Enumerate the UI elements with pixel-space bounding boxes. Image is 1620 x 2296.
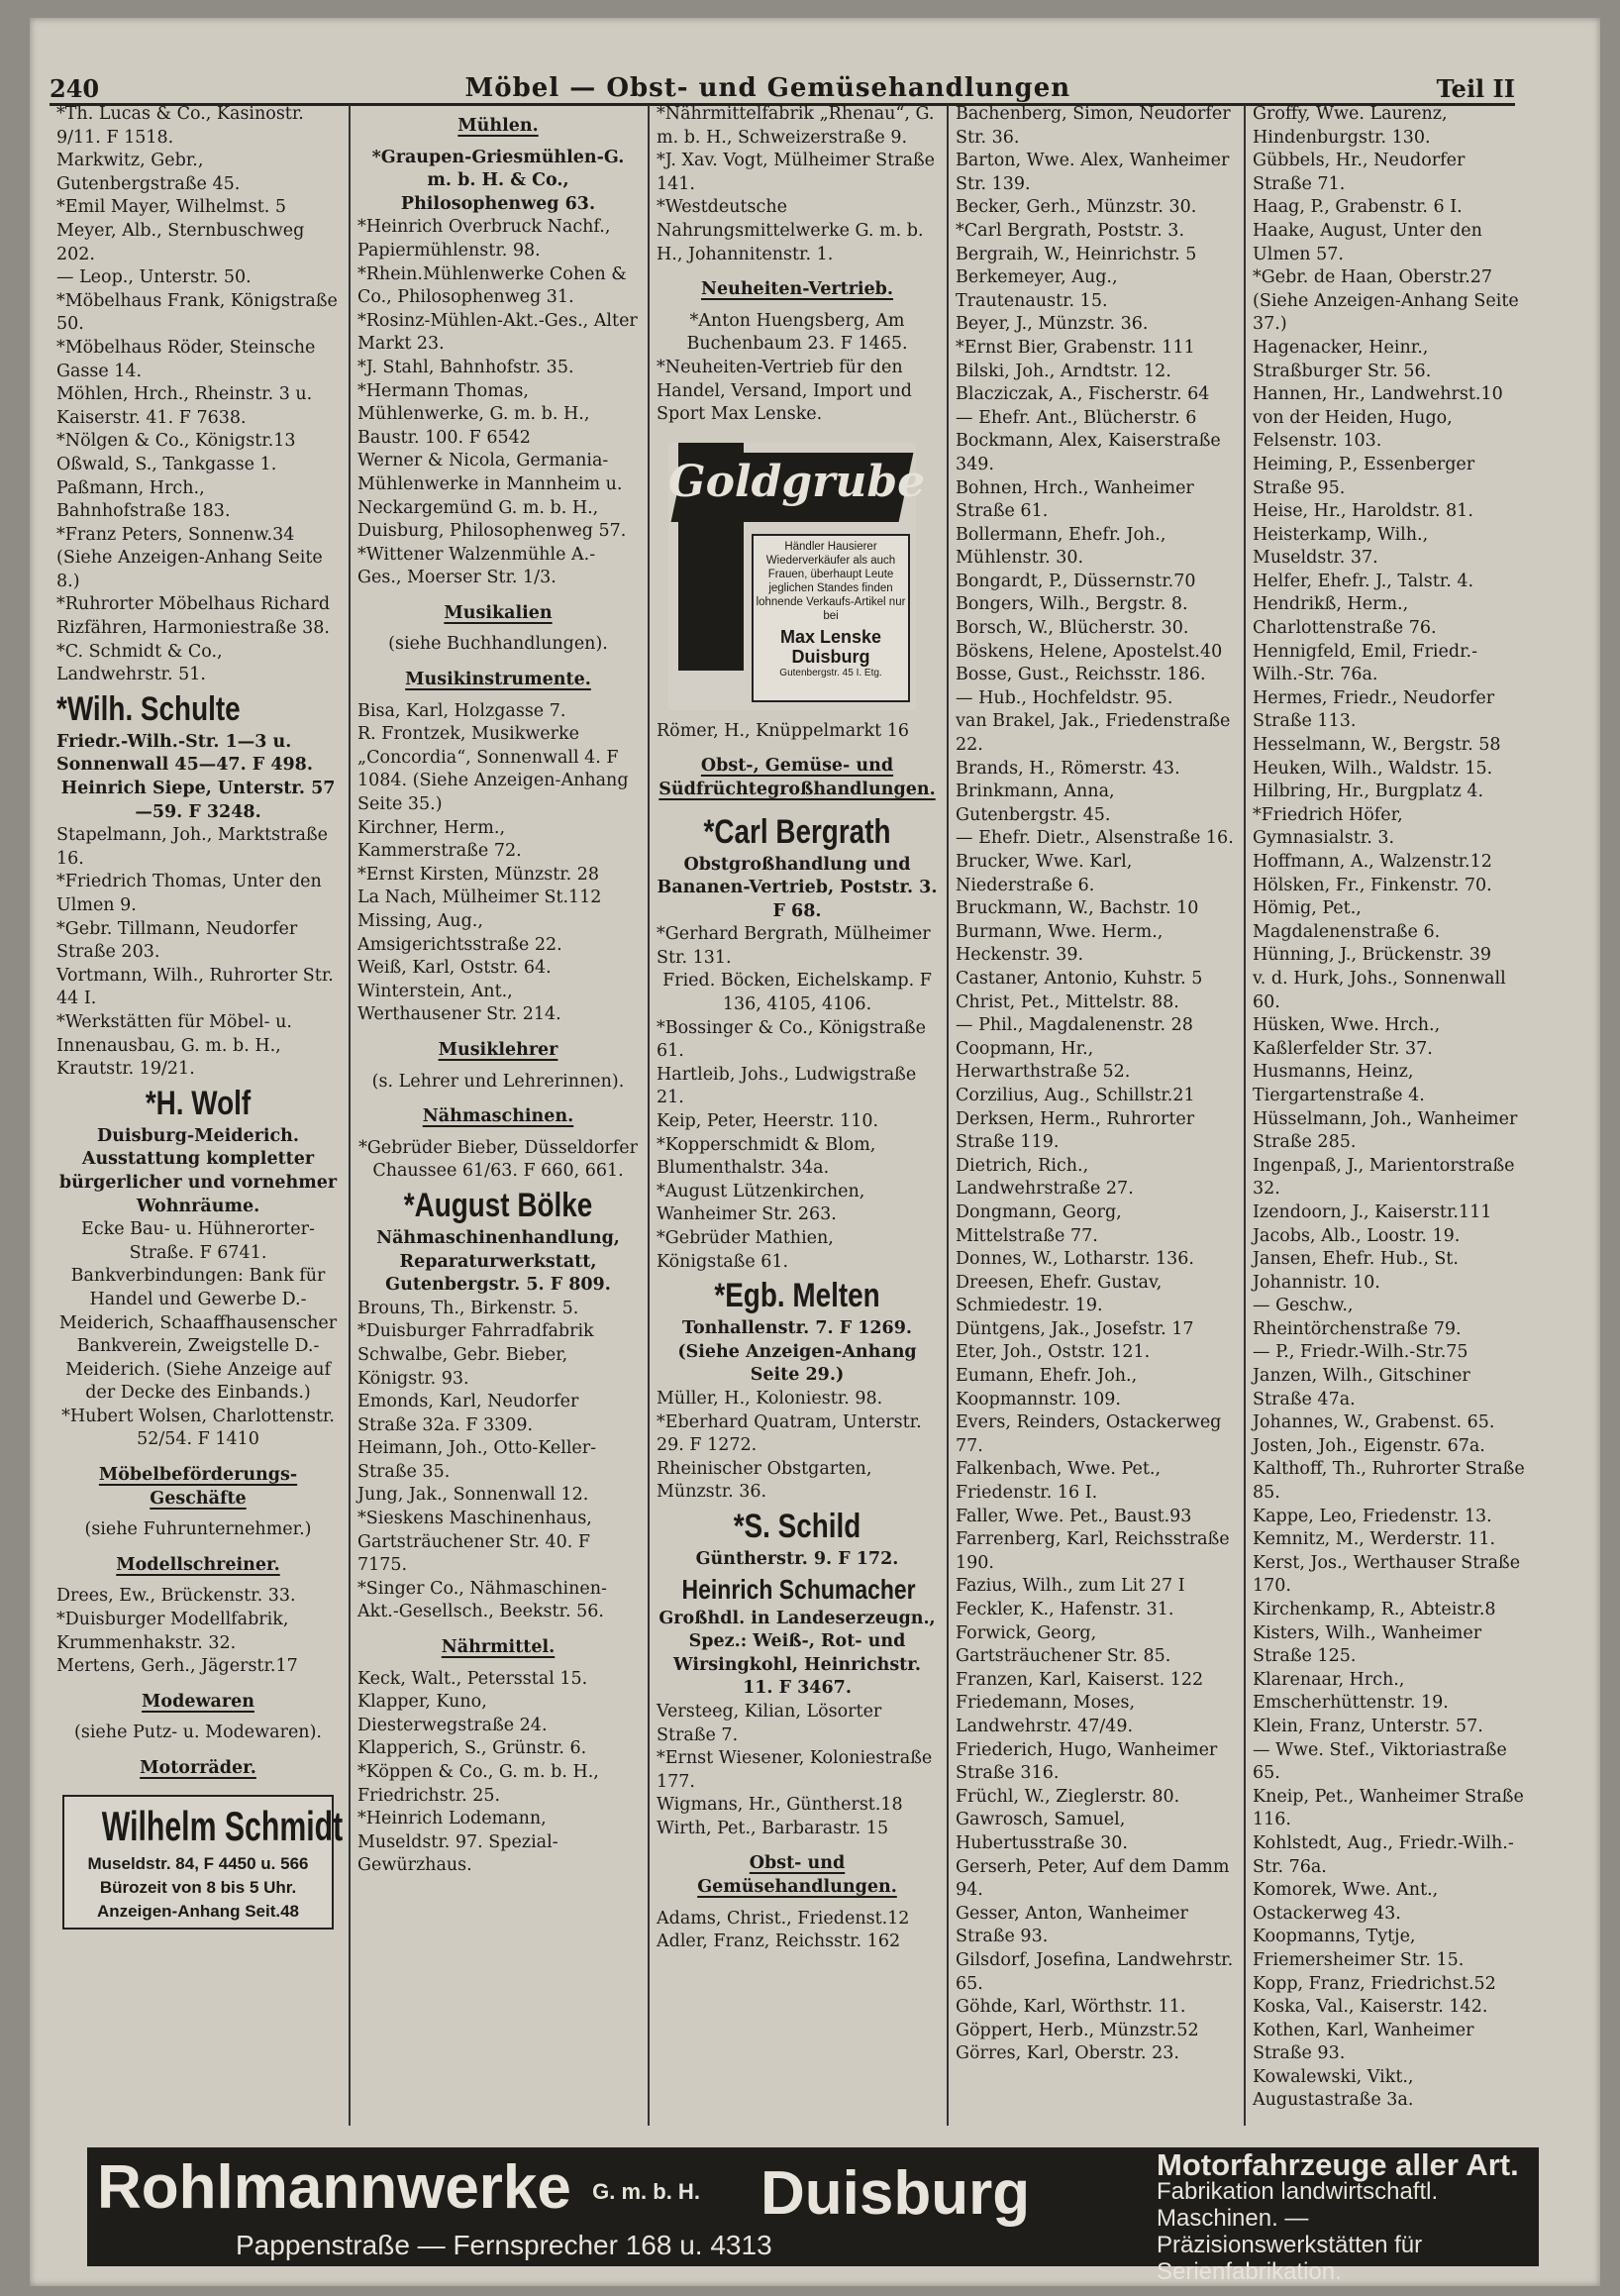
advert-service-line: Motorfahrzeuge aller Art. bbox=[1157, 2147, 1519, 2182]
list-item: Kisters, Wilh., Wanheimer Straße 125. bbox=[1253, 1622, 1482, 1667]
list-item: Adler, Franz, Reichsstr. 162 bbox=[657, 1931, 901, 1952]
list-item: *Gebrüder Mathien, Königstaße 61. bbox=[657, 1228, 834, 1272]
list-item: *Sieskens Maschinenhaus, Gartsträuchener Str. 40. F 7175. bbox=[357, 1509, 592, 1576]
list-item: Gübbels, Hr., Neudorfer Straße 71. bbox=[1253, 151, 1466, 194]
list-item: Farrenberg, Karl, Reichsstraße 190. bbox=[956, 1529, 1230, 1573]
list-item: *Eberhard Quatram, Unterstr. 29. F 1272. bbox=[657, 1411, 922, 1456]
list-item: *C. Schmidt & Co., Landwehrstr. 51. bbox=[56, 641, 223, 685]
list-item: Winterstein, Ant., Werthausener Str. 214. bbox=[357, 981, 561, 1025]
list-item: *Graupen-Griesmühlen-G. m. b. H. & Co., Philosophenweg 63. bbox=[371, 147, 625, 214]
list-item: Josten, Joh., Eigenstr. 67a. bbox=[1253, 1435, 1485, 1456]
list-item: Bergraih, W., Heinrichstr. 5 bbox=[956, 244, 1197, 264]
list-item: — Ehefr. Ant., Blücherstr. 6 bbox=[956, 407, 1197, 428]
list-item: Kerst, Jos., Werthauser Straße 170. bbox=[1253, 1552, 1521, 1597]
list-item: Gerserh, Peter, Auf dem Damm 94. bbox=[956, 1856, 1230, 1901]
list-item: Heuken, Wilh., Waldstr. 15. bbox=[1253, 758, 1493, 779]
list-item: Jung, Jak., Sonnenwall 12. bbox=[357, 1485, 589, 1506]
list-item: Missing, Aug., Amsigerichtsstraße 22. bbox=[357, 911, 562, 955]
footer-advert-rohlmannwerke bbox=[87, 2147, 1539, 2285]
list-item: Dreesen, Ehefr. Gustav, Schmiedestr. 19. bbox=[956, 1272, 1163, 1316]
list-item: — Leop., Unterstr. 50. bbox=[56, 267, 252, 288]
list-item: Christ, Pet., Mittelstr. 88. bbox=[956, 991, 1179, 1012]
list-item: *Ernst Bier, Grabenstr. 111 bbox=[956, 337, 1195, 358]
list-item: Janzen, Wilh., Gitschiner Straße 47a. bbox=[1253, 1366, 1470, 1409]
list-item: Güntherstr. 9. F 172. bbox=[695, 1548, 899, 1569]
list-item: Gilsdorf, Josefina, Landwehrstr. 65. bbox=[956, 1949, 1234, 1994]
list-item: Donnes, W., Lotharstr. 136. bbox=[956, 1249, 1194, 1270]
list-item: Bosse, Gust., Reichsstr. 186. bbox=[956, 665, 1206, 685]
list-item: Adams, Christ., Friedenst.12 bbox=[657, 1908, 910, 1929]
list-item: Heise, Hr., Haroldstr. 81. bbox=[1253, 501, 1473, 522]
list-item: Böskens, Helene, Apostelst.40 bbox=[956, 641, 1223, 662]
list-item: Vortmann, Wilh., Ruhrorter Str. 44 I. bbox=[56, 965, 334, 1009]
list-item: Drees, Ew., Brückenstr. 33. bbox=[56, 1586, 296, 1607]
advert-name-bergrath: *Carl Bergrath bbox=[703, 812, 891, 851]
list-item: Göppert, Herb., Münzstr.52 bbox=[956, 2020, 1199, 2040]
list-item: Dietrich, Rich., Landwehrstraße 27. bbox=[956, 1155, 1134, 1200]
list-item: Fried. Böcken, Eichelskamp. F 136, 4105, 4106. bbox=[662, 971, 932, 1015]
list-item: *Wittener Walzenmühle A.-Ges., Moerser Str. 1/3. bbox=[357, 544, 596, 588]
advert-legal-form: G. m. b. H. bbox=[592, 2178, 700, 2204]
advert-title: Goldgrube bbox=[668, 456, 926, 507]
list-item: Meyer, Alb., Sternbuschweg 202. bbox=[56, 220, 305, 264]
list-item: Barton, Wwe. Alex, Wanheimer Str. 139. bbox=[956, 151, 1230, 194]
list-item: Bongers, Wilh., Bergstr. 8. bbox=[956, 594, 1188, 615]
list-item: *Hubert Wolsen, Charlottenstr. 52/54. F 1410 bbox=[61, 1406, 335, 1450]
list-item: Hannen, Hr., Landwehrst.10 bbox=[1253, 384, 1503, 405]
list-item: Klarenaar, Hrch., Emscherhüttenstr. 19. bbox=[1253, 1669, 1449, 1714]
list-item: *Duisburger Modellfabrik, Krummenhakstr. 32. bbox=[56, 1610, 289, 1653]
list-item: Brucker, Wwe. Karl, Niederstraße 6. bbox=[956, 852, 1133, 895]
list-item: Gawrosch, Samuel, Hubertusstraße 30. bbox=[956, 1810, 1128, 1853]
column-4 bbox=[949, 103, 1242, 2134]
list-item: *Bossinger & Co., Königstraße 61. bbox=[657, 1017, 926, 1062]
list-item: Franzen, Karl, Kaiserst. 122 bbox=[956, 1669, 1204, 1690]
list-item: Brouns, Th., Birkenstr. 5. bbox=[357, 1298, 579, 1318]
list-item: Blacziczak, A., Fischerstr. 64 bbox=[956, 384, 1210, 405]
list-item: Bockmann, Alex, Kaiserstraße 349. bbox=[956, 431, 1221, 474]
list-item: *Emil Mayer, Wilhelmst. 5 bbox=[56, 197, 287, 218]
advert-textbox bbox=[752, 534, 910, 702]
list-item: *J. Stahl, Bahnhofstr. 35. bbox=[357, 357, 574, 377]
list-item: *Nährmittelfabrik „Rhenau“, G. m. b. H., Schweizerstraße 9. bbox=[657, 104, 935, 148]
list-item: *Westdeutsche Nahrungsmittelwerke G. m. b. H., Johannitenstr. 1. bbox=[657, 197, 924, 264]
list-item: Coopmann, Hr., Herwarthstraße 52. bbox=[956, 1038, 1131, 1083]
part-label: Teil II bbox=[1436, 74, 1515, 103]
list-item: Nähmaschinenhandlung, Reparaturwerkstatt, Gutenbergstr. 5. F 809. bbox=[376, 1227, 620, 1296]
list-item: — Ehefr. Dietr., Alsenstraße 16. bbox=[956, 828, 1234, 849]
section-note: (siehe Putz- u. Modewaren). bbox=[74, 1722, 322, 1743]
section-heading: Obst- und Gemüsehandlungen. bbox=[697, 1853, 897, 1898]
list-item: Borsch, W., Blücherstr. 30. bbox=[956, 618, 1189, 639]
advert-line: Bürozeit von 8 bis 5 Uhr. bbox=[99, 1877, 297, 1897]
list-item: Ingenpaß, J., Marientorstraße 32. bbox=[1253, 1155, 1515, 1200]
list-item: Versteeg, Kilian, Lösorter Straße 7. bbox=[657, 1701, 882, 1745]
list-item: von der Heiden, Hugo, Felsenstr. 103. bbox=[1253, 407, 1453, 452]
list-item: Kalthoff, Th., Ruhrorter Straße 85. bbox=[1253, 1459, 1525, 1504]
list-item: *Nölgen & Co., Königstr.13 bbox=[56, 431, 296, 452]
list-item: Friedemann, Moses, Landwehrstr. 47/49. bbox=[956, 1693, 1136, 1736]
list-item: Brinkmann, Anna, Gutenbergstr. 45. bbox=[956, 782, 1115, 825]
list-item: Eumann, Ehefr. Joh., Koopmannstr. 109. bbox=[956, 1366, 1138, 1409]
list-item: Kothen, Karl, Wanheimer Straße 93. bbox=[1253, 2020, 1474, 2064]
list-item: Hoffmann, A., Walzenstr.12 bbox=[1253, 852, 1492, 872]
section-note: (s. Lehrer und Lehrerinnen). bbox=[371, 1071, 625, 1092]
section-heading: Musikalien bbox=[444, 602, 553, 623]
list-item: Stapelmann, Joh., Marktstraße 16. bbox=[56, 825, 329, 869]
list-item: Klein, Franz, Unterstr. 57. bbox=[1253, 1716, 1483, 1736]
list-item: Castaner, Antonio, Kuhstr. 5 bbox=[956, 968, 1203, 989]
list-item: Obstgroßhandlung und Bananen-Vertrieb, Poststr. 3. F 68. bbox=[657, 854, 938, 921]
advert-service-line: Fabrikation landwirtschaftl. bbox=[1157, 2178, 1439, 2205]
list-item: Heiming, P., Essenberger Straße 95. bbox=[1253, 454, 1475, 498]
list-item: *Friedrich Höfer, Gymnasialstr. 3. bbox=[1253, 804, 1403, 849]
list-item: Müller, H., Koloniestr. 98. bbox=[657, 1388, 883, 1409]
list-item: Görres, Karl, Oberstr. 23. bbox=[956, 2043, 1179, 2064]
list-item: Faller, Wwe. Pet., Baust.93 bbox=[956, 1506, 1192, 1526]
list-item: Bongardt, P., Düssernstr.70 bbox=[956, 571, 1196, 591]
advert-name-boelke: *August Bölke bbox=[403, 1186, 593, 1224]
column-5 bbox=[1246, 103, 1533, 2134]
list-item: Hömig, Pet., Magdalenenstraße 6. bbox=[1253, 898, 1441, 942]
list-item: Oßwald, S., Tankgasse 1. bbox=[56, 454, 277, 474]
column-3 bbox=[650, 103, 945, 2134]
list-item: Hüsselmann, Joh., Wanheimer Straße 285. bbox=[1253, 1108, 1518, 1153]
list-item: Jacobs, Alb., Loostr. 19. bbox=[1253, 1225, 1461, 1246]
list-item: Ausstattung kompletter bürgerlicher und vornehmer Wohnräume. bbox=[58, 1149, 338, 1216]
list-item: — P., Friedr.-Wilh.-Str.75 bbox=[1253, 1342, 1468, 1363]
list-item: Gesser, Anton, Wanheimer Straße 93. bbox=[956, 1903, 1188, 1947]
list-item: *Ruhrorter Möbelhaus Richard Rizfähren, Harmoniestraße 38. bbox=[56, 594, 331, 639]
list-item: Rheinischer Obstgarten, Münzstr. 36. bbox=[657, 1458, 872, 1503]
advert-address: Pappenstraße — Fernsprecher 168 u. 4313 bbox=[236, 2230, 772, 2260]
list-item: R. Frontzek, Musikwerke „Concordia“, Sonnenwall 4. F 1084. (Siehe Anzeigen-Anhang Seite 35.) bbox=[357, 724, 629, 815]
list-item: Bohnen, Hrch., Wanheimer Straße 61. bbox=[956, 477, 1194, 522]
list-item: Koopmanns, Tytje, Friemersheimer Str. 15. bbox=[1253, 1927, 1465, 1970]
advert-goldgrube bbox=[668, 443, 926, 710]
list-item: *Rhein.Mühlenwerke Cohen & Co., Philosophenweg 31. bbox=[357, 263, 627, 308]
list-item: Friedr.-Wilh.-Str. 1—3 u. Sonnenwall 45—47. F 498. bbox=[56, 731, 313, 776]
list-item: Wirth, Pet., Barbarastr. 15 bbox=[657, 1818, 889, 1838]
list-item: Evers, Reinders, Ostackerweg 77. bbox=[956, 1412, 1222, 1456]
column-2 bbox=[351, 103, 646, 2134]
advert-line: Anzeigen-Anhang Seit.48 bbox=[96, 1901, 300, 1921]
list-item: *Friedrich Thomas, Unter den Ulmen 9. bbox=[56, 872, 322, 915]
page-header bbox=[50, 67, 1515, 106]
advert-name: Max Lenske Duisburg bbox=[779, 626, 882, 667]
list-item: v. d. Hurk, Johs., Sonnenwall 60. bbox=[1253, 968, 1506, 1012]
list-item: *Rosinz-Mühlen-Akt.-Ges., Alter Markt 23. bbox=[357, 310, 638, 355]
list-item: Heimann, Joh., Otto-Keller-Straße 35. bbox=[357, 1438, 597, 1482]
list-item: *J. Xav. Vogt, Mülheimer Straße 141. bbox=[657, 151, 936, 194]
list-item: Hermes, Friedr., Neudorfer Straße 113. bbox=[1253, 687, 1495, 732]
list-item: *Carl Bergrath, Poststr. 3. bbox=[956, 220, 1185, 241]
list-item: Bachenberg, Simon, Neudorfer Str. 36. bbox=[956, 104, 1231, 148]
list-item: Klapper, Kuno, Diesterwegstraße 24. bbox=[357, 1692, 548, 1735]
list-item: *Th. Lucas & Co., Kasinostr. 9/11. F 1518. bbox=[56, 104, 304, 148]
list-item: Hennigfeld, Emil, Friedr.-Wilh.-Str. 76a. bbox=[1253, 641, 1477, 685]
list-item: Becker, Gerh., Münzstr. 30. bbox=[956, 197, 1197, 218]
list-item: *August Lützenkirchen, Wanheimer Str. 263. bbox=[657, 1181, 865, 1225]
list-item: *Hermann Thomas, Mühlenwerke, G. m. b. H., Baustr. 100. F 6542 bbox=[357, 380, 590, 448]
list-item: — Wwe. Stef., Viktoriastraße 65. bbox=[1253, 1739, 1507, 1784]
advert-name-schumacher: Heinrich Schumacher bbox=[681, 1573, 916, 1605]
list-item: Dongmann, Georg, Mittelstraße 77. bbox=[956, 1201, 1122, 1246]
list-item: *Gerhard Bergrath, Mülheimer Str. 131. bbox=[657, 924, 931, 968]
list-item: Berkemeyer, Aug., Trautenaustr. 15. bbox=[956, 267, 1118, 311]
list-item: Ecke Bau- u. Hühnerorter-Straße. F 6741. bbox=[81, 1219, 315, 1263]
list-item: Derksen, Herm., Ruhrorter Straße 119. bbox=[956, 1108, 1195, 1153]
list-item: Kemnitz, M., Werderstr. 11. bbox=[1253, 1529, 1496, 1550]
list-item: Haag, P., Grabenstr. 6 I. bbox=[1253, 197, 1463, 218]
advert-name-melten: *Egb. Melten bbox=[714, 1277, 880, 1315]
list-item: La Nach, Mülheimer St.112 bbox=[357, 887, 602, 908]
section-heading: Nähmaschinen. bbox=[422, 1106, 574, 1127]
list-item: Mertens, Gerh., Jägerstr.17 bbox=[56, 1656, 298, 1677]
list-item: Hölsken, Fr., Finkenstr. 70. bbox=[1253, 875, 1492, 895]
list-item: Husmanns, Heinz, Tiergartenstraße 4. bbox=[1253, 1062, 1425, 1105]
list-item: Keip, Peter, Heerstr. 110. bbox=[657, 1111, 879, 1132]
list-item: *Möbelhaus Röder, Steinsche Gasse 14. bbox=[56, 337, 316, 381]
list-item: Kowalewski, Vikt., Augustastraße 3a. bbox=[1253, 2066, 1414, 2111]
list-item: Bisa, Karl, Holzgasse 7. bbox=[357, 700, 566, 721]
list-item: Forwick, Georg, Gartsträuchener Str. 85. bbox=[956, 1622, 1171, 1667]
list-item: *Heinrich Lodemann, Museldstr. 97. Spezial-Gewürzhaus. bbox=[357, 1809, 558, 1876]
section-heading: Nährmittel. bbox=[441, 1637, 556, 1658]
advert-name-schild: *S. Schild bbox=[733, 1507, 861, 1545]
advert-services bbox=[1157, 2147, 1523, 2285]
section-heading: Musikinstrumente. bbox=[405, 670, 591, 690]
list-item: Corzilius, Aug., Schillstr.21 bbox=[956, 1085, 1195, 1105]
list-item: Kopp, Franz, Friedrichst.52 bbox=[1253, 1973, 1496, 1994]
list-item: Paßmann, Hrch., Bahnhofstraße 183. bbox=[56, 477, 231, 522]
section-heading: Mühlen. bbox=[457, 116, 539, 136]
list-item: Bankverbindungen: Bank für Handel und Gewerbe D.-Meiderich, Schaaffhausenscher Bankverein, Zweigstelle D.-Meiderich. (Siehe Anzeige auf der Decke des Einbands.) bbox=[58, 1266, 338, 1404]
advert-city: Duisburg bbox=[760, 2159, 1031, 2228]
list-item: *Kopperschmidt & Blom, Blumenthalstr. 34a. bbox=[657, 1134, 876, 1179]
section-heading: Modellschreiner. bbox=[116, 1554, 280, 1575]
list-item: Eter, Joh., Oststr. 121. bbox=[956, 1342, 1151, 1363]
list-item: Johannes, W., Grabenst. 65. bbox=[1253, 1412, 1495, 1433]
list-item: Heinrich Siepe, Unterstr. 57—59. F 3248. bbox=[60, 779, 336, 822]
advert-company-name: Rohlmannwerke bbox=[97, 2153, 571, 2222]
list-item: Hüsken, Wwe. Hrch., Kaßlerfelder Str. 37. bbox=[1253, 1015, 1441, 1059]
advert-name-wolf: *H. Wolf bbox=[145, 1084, 252, 1122]
list-item: Weiß, Karl, Oststr. 64. bbox=[357, 958, 552, 979]
section-heading: Modewaren bbox=[142, 1691, 254, 1712]
advert-wilhelm-schmidt bbox=[62, 1795, 344, 1930]
list-item: Kohlstedt, Aug., Friedr.-Wilh.-Str. 76a. bbox=[1253, 1832, 1514, 1877]
list-item: Hünning, J., Brückenstr. 39 bbox=[1253, 945, 1491, 966]
list-item: Römer, H., Knüppelmarkt 16 bbox=[657, 720, 910, 741]
section-heading: Musiklehrer bbox=[438, 1039, 558, 1060]
list-item: Emonds, Karl, Neudorfer Straße 32a. F 3309. bbox=[357, 1392, 579, 1435]
list-item: Falkenbach, Wwe. Pet., Friedenstr. 16 I. bbox=[956, 1459, 1162, 1504]
list-item: Friederich, Hugo, Wanheimer Straße 316. bbox=[956, 1739, 1218, 1784]
list-item: — Geschw., Rheintörchenstraße 79. bbox=[1253, 1296, 1462, 1339]
list-item: Göhde, Karl, Wörthstr. 11. bbox=[956, 1997, 1186, 2018]
list-item: *Franz Peters, Sonnenw.34 (Siehe Anzeigen-Anhang Seite 8.) bbox=[56, 524, 323, 591]
list-item: *Köppen & Co., G. m. b. H., Friedrichstr. 25. bbox=[357, 1762, 599, 1806]
section-heading: Neuheiten-Vertrieb. bbox=[700, 279, 894, 300]
advert-name-schulte: *Wilh. Schulte bbox=[56, 689, 241, 728]
page-title: Möbel — Obst- und Gemüsehandlungen bbox=[464, 73, 1071, 103]
section-note: (siehe Fuhrunternehmer.) bbox=[84, 1519, 312, 1540]
list-item: *Singer Co., Nähmaschinen-Akt.-Gesellsch., Beekstr. 56. bbox=[357, 1578, 607, 1622]
list-item: — Phil., Magdalenenstr. 28 bbox=[956, 1015, 1193, 1036]
list-item: Hartleib, Johs., Ludwigstraße 21. bbox=[657, 1064, 917, 1108]
list-item: *Möbelhaus Frank, Königstraße 50. bbox=[56, 290, 338, 335]
advert-company bbox=[97, 2153, 704, 2223]
list-item: Helfer, Ehefr. J., Talstr. 4. bbox=[1253, 571, 1474, 591]
list-item: Hilbring, Hr., Burgplatz 4. bbox=[1253, 782, 1484, 802]
list-item: *Werkstätten für Möbel- u. Innenausbau, G. m. b. H., Krautstr. 19/21. bbox=[56, 1011, 292, 1080]
list-item: Bollermann, Ehefr. Joh., Mühlenstr. 30. bbox=[956, 524, 1166, 569]
list-item: Burmann, Wwe. Herm., Heckenstr. 39. bbox=[956, 921, 1164, 966]
column-1 bbox=[50, 103, 347, 2134]
section-note: (siehe Buchhandlungen). bbox=[388, 634, 608, 655]
list-item: Kneip, Pet., Wanheimer Straße 116. bbox=[1253, 1786, 1524, 1830]
list-item: Haake, August, Unter den Ulmen 57. bbox=[1253, 220, 1482, 264]
list-item: Früchl, W., Zieglerstr. 80. bbox=[956, 1786, 1180, 1807]
list-item: *Gebr. de Haan, Oberstr.27 (Siehe Anzeigen-Anhang Seite 37.) bbox=[1253, 267, 1519, 335]
list-item: Keck, Walt., Petersstal 15. bbox=[357, 1668, 588, 1689]
list-item: Wigmans, Hr., Güntherst.18 bbox=[657, 1795, 903, 1816]
advert-line: Museldstr. 84, F 4450 u. 566 bbox=[87, 1853, 309, 1873]
advert-service-line: Maschinen. — Präzisionswerkstätten für Serienfabrikation. bbox=[1157, 2205, 1423, 2285]
list-item: Hesselmann, W., Bergstr. 58 bbox=[1253, 735, 1501, 756]
list-item: *Ernst Kirsten, Münzstr. 28 bbox=[357, 864, 600, 885]
advert-text: Händler Hausierer Wiederverkäufer als auch Frauen, überhaupt Leute jeglichen Standes finden lohnende Verkaufs-Artikel nur bei bbox=[756, 540, 906, 622]
list-item: Komorek, Wwe. Ant., Ostackerweg 43. bbox=[1253, 1880, 1439, 1924]
list-item: Izendoorn, J., Kaiserstr.111 bbox=[1253, 1201, 1492, 1222]
list-item: Jansen, Ehefr. Hub., St. Johannistr. 10. bbox=[1253, 1249, 1459, 1293]
list-item: Möhlen, Hrch., Rheinstr. 3 u. Kaiserstr. 41. F 7638. bbox=[56, 384, 313, 428]
list-item: *Neuheiten-Vertrieb für den Handel, Versand, Import und Sport Max Lenske. bbox=[657, 357, 912, 425]
list-item: Großhdl. in Landeserzeugn., Spez.: Weiß-, Rot- und Wirsingkohl, Heinrichstr. 11. F 3467. bbox=[658, 1608, 936, 1699]
list-item: *Duisburger Fahrradfabrik Schwalbe, Gebr. Bieber, Königstr. 93. bbox=[357, 1321, 594, 1389]
list-item: *Gebr. Tillmann, Neudorfer Straße 203. bbox=[56, 918, 298, 963]
page-number: 240 bbox=[50, 74, 100, 103]
advert-title: Wilhelm Schmidt bbox=[101, 1802, 344, 1849]
list-item: van Brakel, Jak., Friedenstraße 22. bbox=[956, 711, 1231, 756]
list-item: *Heinrich Overbruck Nachf., Papiermühlenstr. 98. bbox=[357, 217, 611, 261]
list-item: Markwitz, Gebr., Gutenbergstraße 45. bbox=[56, 151, 241, 194]
list-item: *Ernst Wiesener, Koloniestraße 177. bbox=[657, 1748, 933, 1792]
list-item: Werner & Nicola, Germania-Mühlenwerke in Mannheim u. Neckargemünd G. m. b. H., Duisburg, Philosophenweg 57. bbox=[357, 451, 627, 542]
section-heading: Motorräder. bbox=[140, 1758, 256, 1778]
list-item: Duisburg-Meiderich. bbox=[97, 1125, 299, 1146]
list-item: Kirchner, Herm., Kammerstraße 72. bbox=[357, 817, 522, 862]
list-item: Bruckmann, W., Bachstr. 10 bbox=[956, 898, 1199, 919]
section-heading: Obst-, Gemüse- und Südfrüchtegroßhandlungen. bbox=[658, 756, 936, 799]
list-item: Bilski, Joh., Arndtstr. 12. bbox=[956, 361, 1171, 381]
list-item: Hagenacker, Heinr., Straßburger Str. 56. bbox=[1253, 337, 1432, 381]
list-item: Beyer, J., Münzstr. 36. bbox=[956, 314, 1149, 335]
list-item: — Hub., Hochfeldstr. 95. bbox=[956, 687, 1173, 708]
list-item: Fazius, Wilh., zum Lit 27 I bbox=[956, 1576, 1185, 1597]
list-item: Klapperich, S., Grünstr. 6. bbox=[357, 1738, 587, 1759]
list-item: *Anton Huengsberg, Am Buchenbaum 23. F 1465. bbox=[686, 310, 908, 355]
list-item: Hendrikß, Herm., Charlottenstraße 76. bbox=[1253, 594, 1437, 639]
list-item: Koska, Val., Kaiserstr. 142. bbox=[1253, 1997, 1488, 2018]
list-item: Düntgens, Jak., Josefstr. 17 bbox=[956, 1318, 1194, 1339]
list-item: Brands, H., Römerstr. 43. bbox=[956, 758, 1180, 779]
list-item: Tonhallenstr. 7. F 1269. (Siehe Anzeigen-Anhang Seite 29.) bbox=[677, 1318, 917, 1386]
list-item: Kappe, Leo, Friedenstr. 13. bbox=[1253, 1506, 1492, 1526]
list-item: *Gebrüder Bieber, Düsseldorfer Chaussee 61/63. F 660, 661. bbox=[358, 1137, 638, 1182]
list-item: Heisterkamp, Wilh., Museldstr. 37. bbox=[1253, 524, 1429, 569]
list-item: Groffy, Wwe. Laurenz, Hindenburgstr. 130. bbox=[1253, 104, 1448, 148]
section-heading: Möbelbeförderungs-Geschäfte bbox=[98, 1465, 298, 1509]
advert-address: Gutenbergstr. 45 I. Etg. bbox=[779, 667, 882, 678]
list-item: Kirchenkamp, R., Abteistr.8 bbox=[1253, 1600, 1496, 1619]
list-item: Feckler, K., Hafenstr. 31. bbox=[956, 1600, 1174, 1619]
